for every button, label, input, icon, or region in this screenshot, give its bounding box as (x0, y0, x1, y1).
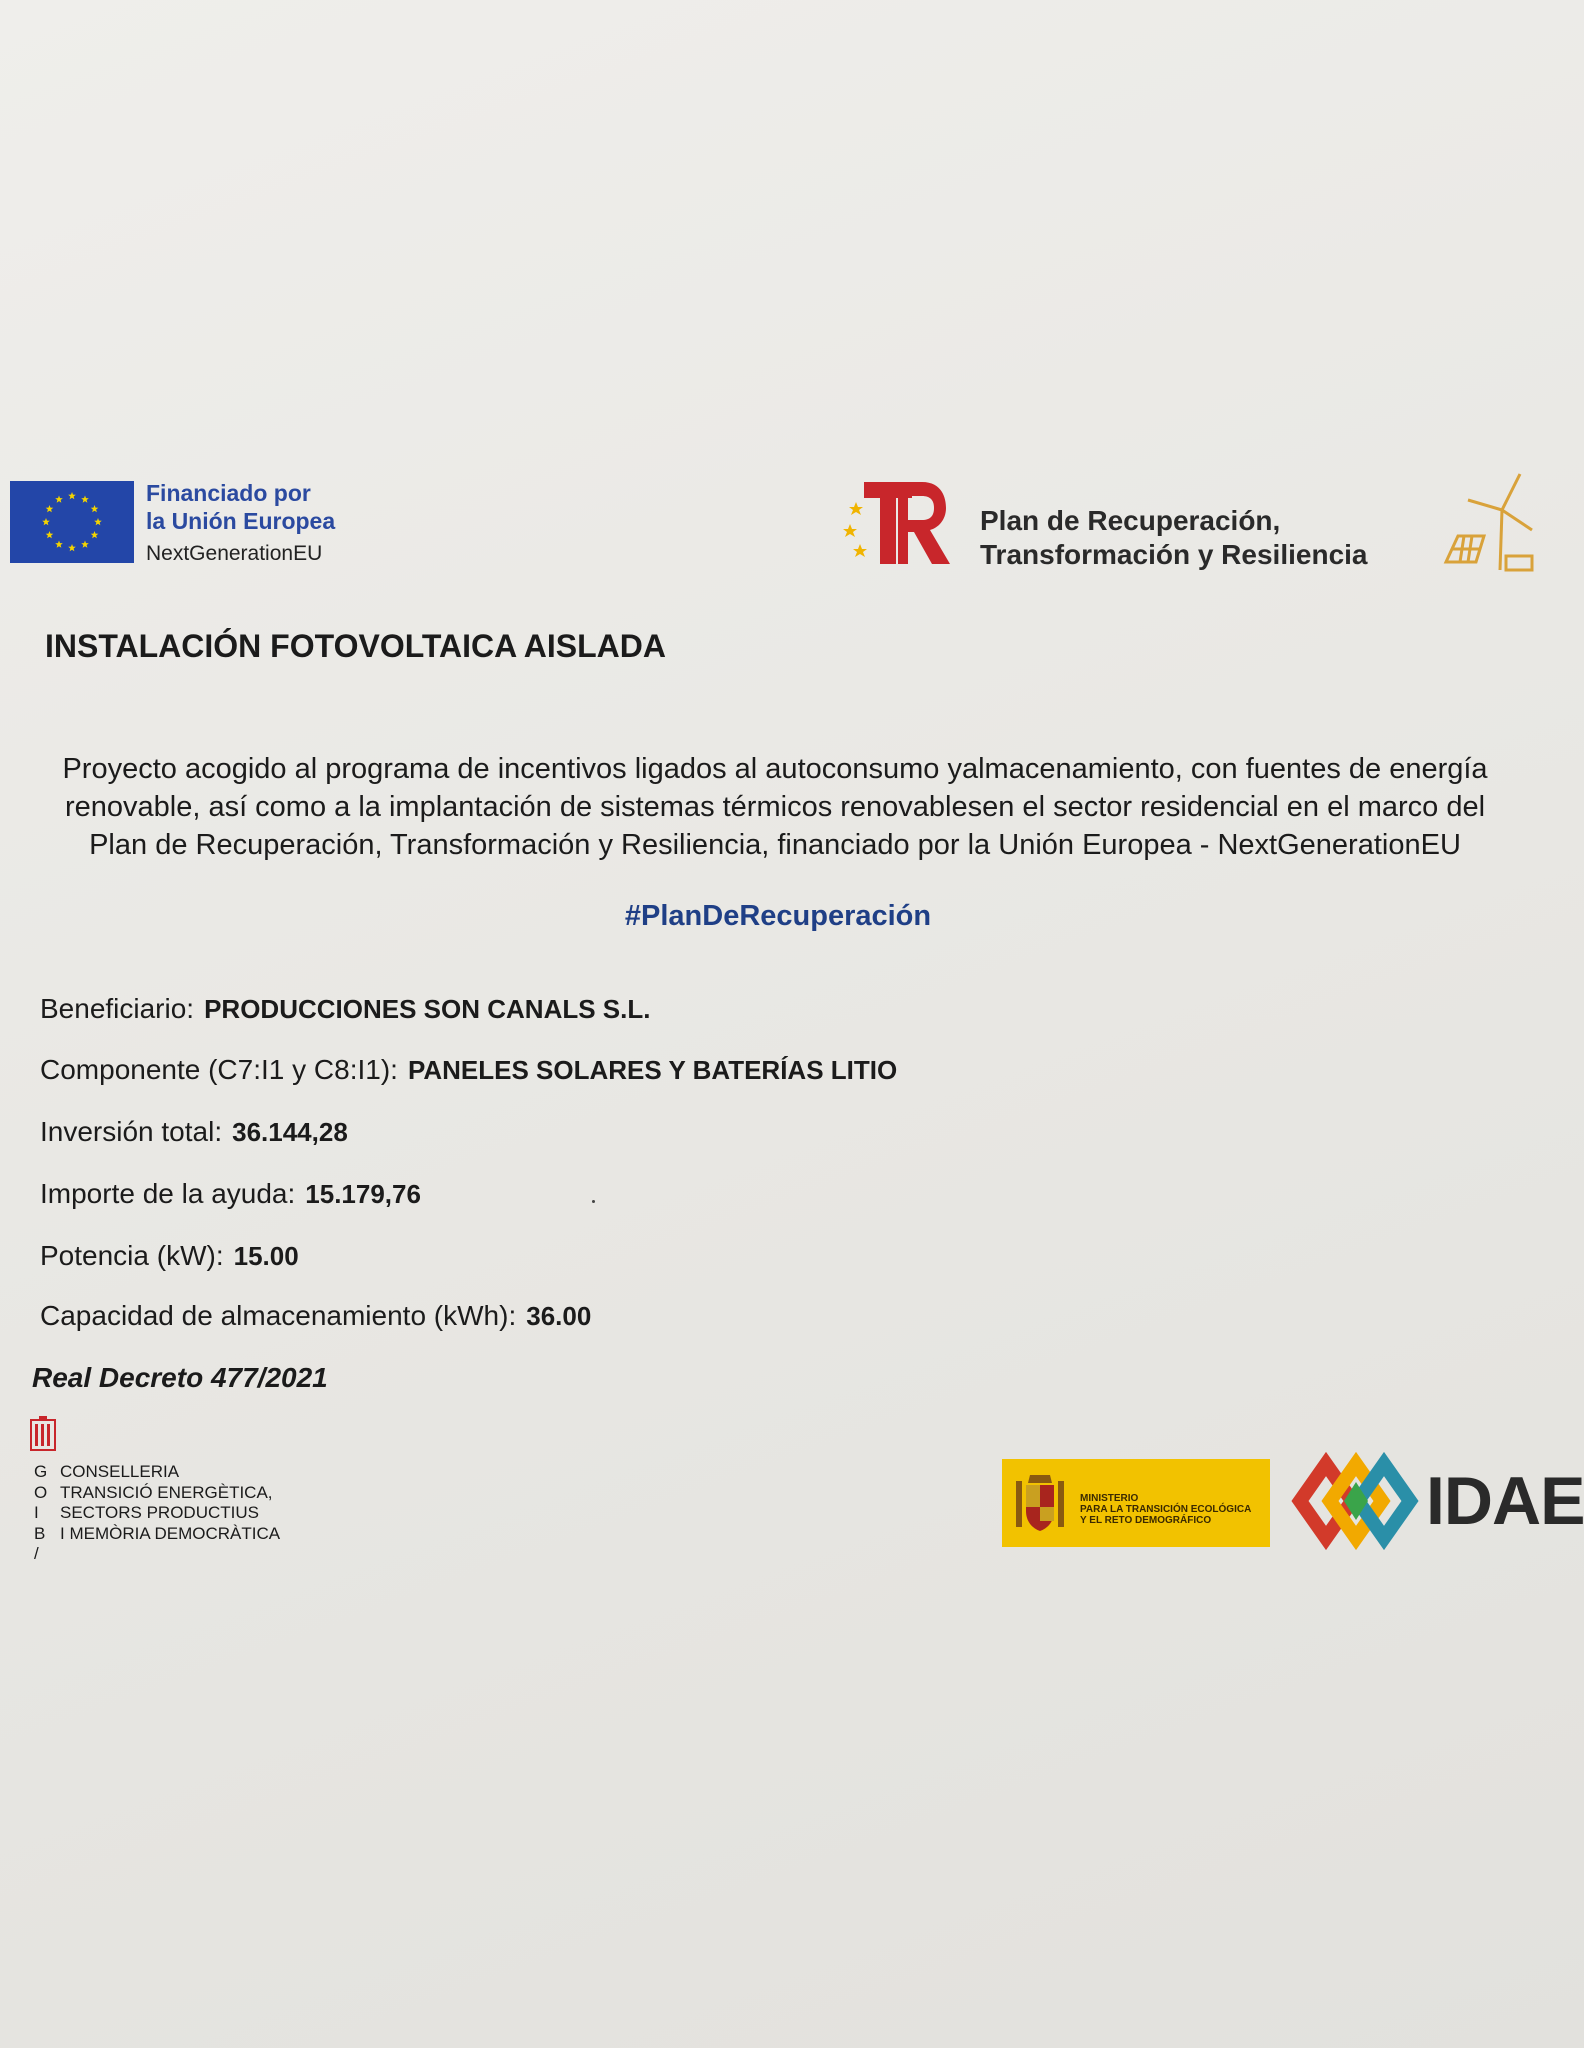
goib-conselleria-text (60, 1462, 280, 1544)
field-label: Componente (C7:I1 y C8:I1): (40, 1054, 398, 1085)
ministerio-line: PARA LA TRANSICIÓN ECOLÓGICA (1080, 1504, 1252, 1515)
intro-line-1: Proyecto acogido al programa de incentivos ligados al autoconsumo yalmacenamiento, con fuentes de energía (62, 753, 1488, 785)
field-value: 15.179,76 (305, 1179, 421, 1209)
eu-funding-line2: la Unión Europea (146, 508, 336, 534)
plan-recuperacion-line1: Plan de Recuperación, (980, 505, 1281, 536)
plan-recuperacion-logo-icon (842, 478, 952, 570)
field-value: PRODUCCIONES SON CANALS S.L. (204, 994, 651, 1024)
ministerio-text (1080, 1493, 1251, 1526)
field-value: 36.144,28 (232, 1117, 348, 1147)
ministerio-logo (1002, 1459, 1270, 1547)
field-potencia (40, 1240, 299, 1272)
eu-funding-line3: NextGenerationEU (146, 542, 323, 565)
eu-star-icon (68, 544, 76, 551)
field-label: Importe de la ayuda: (40, 1178, 296, 1209)
goib-line: TRANSICIÓ ENERGÈTICA, (60, 1482, 273, 1502)
spain-coat-of-arms-icon (1014, 1471, 1066, 1535)
goib-line: I MEMÒRIA DEMOCRÀTICA (60, 1523, 281, 1543)
field-value: 15.00 (233, 1241, 299, 1271)
field-componente (40, 1054, 897, 1086)
real-decreto: Real Decreto 477/2021 (32, 1362, 328, 1393)
eu-star-icon (94, 518, 102, 525)
eu-star-icon (81, 541, 89, 548)
eu-star-icon (81, 495, 89, 502)
eu-star-icon (55, 495, 63, 502)
eu-star-icon (91, 505, 99, 512)
goib-emblem-icon (30, 1416, 56, 1452)
eu-star-icon (46, 505, 54, 512)
goib-letters (34, 1462, 47, 1565)
goib-letter: O (34, 1482, 48, 1502)
idae-wordmark: IDAE (1426, 1463, 1584, 1539)
eu-star-icon (91, 531, 99, 538)
stray-dot (592, 1200, 595, 1203)
eu-star-icon (55, 541, 63, 548)
field-inversion-total (40, 1116, 348, 1148)
idae-logo-icon (1292, 1456, 1418, 1546)
hashtag: #PlanDeRecuperación (624, 900, 932, 932)
field-value: 36.00 (526, 1301, 592, 1331)
field-importe-ayuda (40, 1178, 421, 1210)
eu-star-icon (68, 492, 76, 499)
document-title: INSTALACIÓN FOTOVOLTAICA AISLADA (45, 628, 666, 664)
goib-letter: / (34, 1544, 39, 1563)
plan-recuperacion-line2: Transformación y Resiliencia (980, 539, 1368, 570)
goib-letter: B (34, 1523, 46, 1543)
intro-paragraph (40, 750, 1510, 864)
field-capacidad (40, 1300, 591, 1332)
goib-line: SECTORS PRODUCTIUS (60, 1503, 259, 1522)
field-label: Potencia (kW): (40, 1240, 224, 1271)
goib-line: CONSELLERIA (60, 1462, 180, 1481)
eu-star-icon (46, 531, 54, 538)
intro-line-2: renovable, así como a la implantación de sistemas térmicos renovablesen el sector residencial en el marco del (64, 791, 1486, 823)
goib-letter: G (34, 1462, 48, 1481)
field-value: PANELES SOLARES Y BATERÍAS LITIO (407, 1055, 898, 1085)
eu-flag-icon (10, 481, 134, 563)
ministerio-line: Y EL RETO DEMOGRÁFICO (1080, 1515, 1212, 1526)
field-label: Capacidad de almacenamiento (kWh): (40, 1300, 517, 1331)
ministerio-line: MINISTERIO (1080, 1493, 1139, 1504)
wind-solar-energy-icon (1440, 470, 1536, 580)
intro-line-3: Plan de Recuperación, Transformación y Resiliencia, financiado por la Unión Europea - NextGenerationEU (89, 829, 1461, 861)
goib-letter: I (34, 1503, 39, 1522)
eu-star-icon (42, 518, 50, 525)
eu-funding-line1: Financiado por (146, 480, 311, 506)
field-label: Inversión total: (40, 1116, 223, 1147)
field-label: Beneficiario: (40, 993, 195, 1024)
field-beneficiario (40, 993, 650, 1025)
